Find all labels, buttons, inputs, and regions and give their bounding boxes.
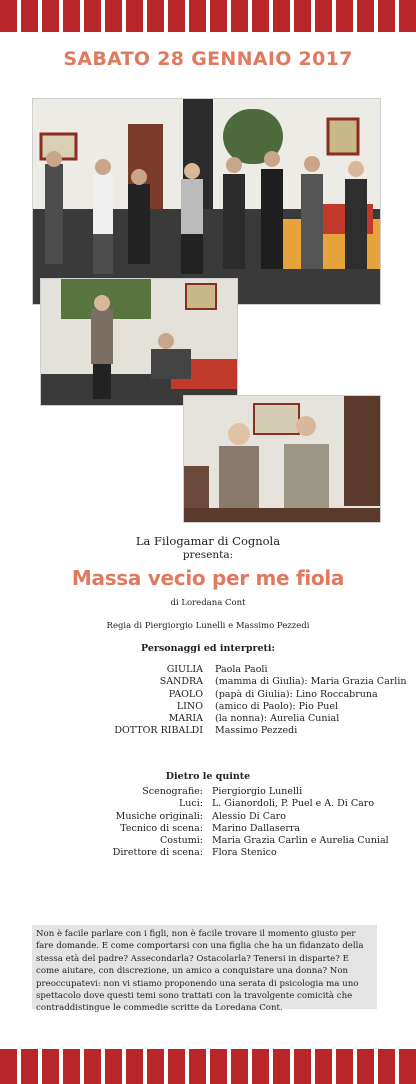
stage-photo-icon — [33, 99, 380, 304]
crew-role: Luci: — [179, 798, 203, 810]
company-name: La Filogamar di Cognola — [135, 534, 281, 548]
crew-role: Tecnico di scena: — [120, 822, 203, 834]
show-author: di Loredana Cont — [170, 598, 246, 608]
cast-role: SANDRA — [159, 676, 203, 688]
cast-bow-photo — [32, 98, 381, 305]
cast-actor: (amico di Paolo): Pio Puel — [215, 700, 338, 712]
cast-actor: (papà di Giulia): Lino Roccabruna — [215, 688, 378, 700]
cast-row — [0, 676, 416, 688]
top-decorative-stripe — [0, 0, 416, 32]
crew-member: Maria Grazia Carlin e Aurelia Cunial — [212, 835, 389, 847]
cast-role: GIULIA — [166, 664, 203, 675]
presenta-label: presenta: — [182, 549, 234, 561]
crew-heading: Dietro le quinte — [165, 771, 251, 782]
show-direction: Regia di Piergiorgio Lunelli e Massimo Pezzedi — [106, 621, 310, 631]
cast-actor: Paola Paoli — [215, 664, 268, 675]
cast-role: PAOLO — [168, 688, 203, 700]
cast-actor: (mamma di Giulia): Maria Grazia Carlin — [215, 676, 407, 688]
show-description: Non è facile parlare con i figli, non è facile trovare il momento giusto per fare domande. E come comportarsi con una figlia che ha un fidanzato della stessa età del padre? Assecondarla? Ostacolarla? Tenersi in disparte? E come aiutare, con discrezione, un amico a conquistare una donna? Non preoccupatevi: non vi stiamo proponendo una serata di psicologia ma uno spettacolo dove questi temi sono trattati con la travolgente comicità che contraddistingue le commedie scritte da Loredana Cont. — [32, 925, 377, 1009]
crew-row — [0, 847, 416, 859]
crew-list — [0, 786, 416, 860]
crew-member: Piergiorgio Lunelli — [212, 786, 303, 797]
crew-row — [0, 823, 416, 835]
crew-member: Flora Stenico — [212, 847, 277, 859]
crew-role: Costumi: — [159, 835, 203, 847]
cast-actor: Massimo Pezzedi — [215, 725, 298, 737]
stage-photo-icon — [184, 396, 380, 522]
crew-role: Musiche originali: — [115, 810, 203, 822]
crew-row — [0, 798, 416, 810]
actress-solo-photo — [40, 278, 238, 406]
crew-member: Alessio Di Caro — [212, 810, 286, 822]
crew-row — [0, 811, 416, 823]
cast-row — [0, 689, 416, 701]
cast-row — [0, 701, 416, 713]
show-title: Massa vecio per me fiola — [71, 566, 345, 590]
crew-role: Direttore di scena: — [112, 847, 203, 859]
crew-row — [0, 835, 416, 847]
cast-heading: Personaggi ed interpreti: — [140, 643, 276, 654]
cast-actor: (la nonna): Aurelia Cunial — [215, 713, 340, 725]
cast-role: DOTTOR RIBALDI — [114, 725, 203, 737]
cast-row — [0, 713, 416, 725]
cast-role: LINO — [176, 700, 203, 712]
crew-member: Marino Dallaserra — [212, 822, 301, 834]
crew-role: Scenografie: — [142, 786, 203, 797]
cast-list — [0, 664, 416, 738]
event-date: SABATO 28 GENNAIO 2017 — [63, 48, 353, 70]
cast-role: MARIA — [168, 713, 203, 725]
crew-row — [0, 786, 416, 798]
cast-row — [0, 725, 416, 737]
actors-scene-photo — [183, 395, 381, 523]
cast-row — [0, 664, 416, 676]
crew-member: L. Gianordoli, P. Puel e A. Di Caro — [212, 798, 375, 810]
bottom-decorative-stripe — [0, 1049, 416, 1084]
stage-photo-icon — [41, 279, 237, 405]
